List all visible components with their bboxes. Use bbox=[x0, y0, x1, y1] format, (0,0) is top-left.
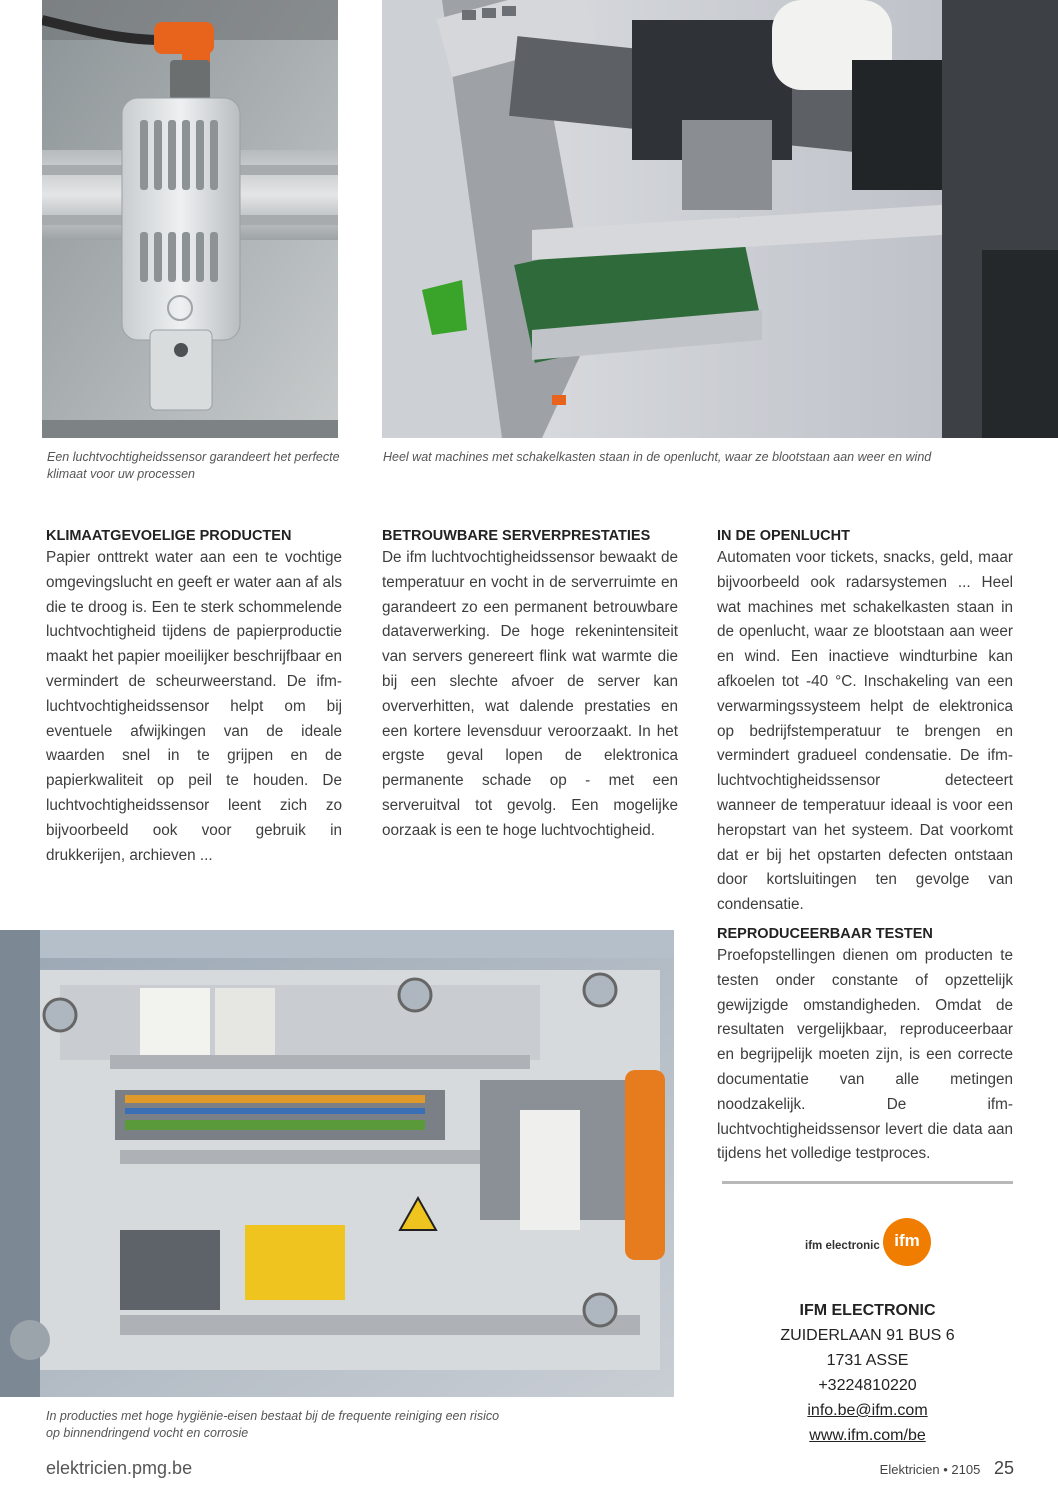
section-body: Automaten voor tickets, snacks, geld, maar bijvoorbeeld ook radarsystemen ... Heel wat machines met schakelkasten staan in de openlucht, waar ze blootstaan aan weer en wind. Een inactieve windturbine kan afkoelen tot -40 °C. Inschakeling van een verwarmingssysteem helpt de elektronica op bedrijfstemperatuur te brengen en vermindert gradueel condensatie. De ifm-luchtvochtigheidssensor detecteert wanneer de temperatuur ideaal is voor een heropstart van het systeem. Dat voorkomt dat er bij het opstarten defecten ontstaan door kortsluitingen ten gevolge van condensatie. bbox=[717, 549, 1013, 914]
company-name: IFM ELECTRONIC bbox=[799, 1302, 936, 1319]
photo-control-cabinet bbox=[0, 930, 674, 1397]
phone-number: +3224810220 bbox=[818, 1377, 917, 1394]
footer-magazine bbox=[880, 1458, 1014, 1479]
section-body: De ifm luchtvochtigheidssensor bewaakt de temperatuur en vocht in de serverruimte en garandeert zo een permanent betrouwbare dataverwerking. De hoge rekenintensiteit van servers genereert flink wat warmte die bij een slechte afvoer de server kan oververhitten, wat dalende prestaties en een kortere levensduur veroorzaakt. In het ergste geval lopen de elektronica permanente schade op - met een serveruitval tot gevolg. Een mogelijke oorzaak is een te hoge luchtvochtigheid. bbox=[382, 549, 678, 839]
section-heading: IN DE OPENLUCHT bbox=[717, 528, 850, 544]
footer-site: elektricien.pmg.be bbox=[46, 1458, 193, 1478]
magazine-issue: Elektricien • 2105 bbox=[879, 1462, 981, 1477]
section-heading: KLIMAATGEVOELIGE PRODUCTEN bbox=[46, 528, 292, 544]
contact-block bbox=[722, 1298, 1013, 1448]
logo-mark bbox=[883, 1218, 931, 1266]
article-section-outdoor bbox=[717, 528, 1013, 918]
photo-machine-drawer bbox=[382, 0, 1058, 438]
ifm-logo bbox=[805, 1218, 935, 1268]
address-street: ZUIDERLAAN 91 BUS 6 bbox=[780, 1327, 955, 1344]
article-section-climate bbox=[46, 528, 342, 868]
address-city: 1731 ASSE bbox=[826, 1352, 909, 1369]
caption-humidity-sensor: Een luchtvochtigheidssensor garandeert het perfecte klimaat voor uw processen bbox=[47, 450, 340, 481]
section-body: Papier onttrekt water aan een te vochtige omgevingslucht en geeft er water aan af als die te droog is. Een te sterk schommelende luchtvochtigheid tijdens de papierproductie maakt het papier moeilijker beschrijfbaar en vermindert de scheurweerstand. De ifm-luchtvochtigheidssensor helpt om bij eventuele afwijkingen van de ideale waarden snel in te grijpen en de papierkwaliteit op peil te houden. De luchtvochtigheidssensor leent zich zo bijvoorbeeld ook voor gebruik in drukkerijen, archieven ... bbox=[46, 549, 342, 864]
caption-control-cabinet: In producties met hoge hygiënie-eisen bestaat bij de frequente reiniging een risico op binnendringend vocht en corrosie bbox=[46, 1409, 500, 1440]
section-heading: BETROUWBARE SERVERPRESTATIES bbox=[382, 528, 651, 544]
photo-humidity-sensor bbox=[42, 0, 338, 438]
article-section-server bbox=[382, 528, 678, 844]
article-section-testing bbox=[717, 926, 1013, 1167]
website-link[interactable]: www.ifm.com/be bbox=[809, 1427, 926, 1444]
section-heading: REPRODUCEERBAAR TESTEN bbox=[717, 926, 933, 942]
logo-mark-text: ifm bbox=[894, 1231, 920, 1250]
caption-machine-drawer: Heel wat machines met schakelkasten staan in de openlucht, waar ze blootstaan aan weer en wind bbox=[383, 450, 932, 464]
page-number: 25 bbox=[993, 1458, 1014, 1478]
section-body: Proefopstellingen dienen om producten te testen onder constante of opzettelijk gewijzigde omstandigheden. Omdat de resultaten vergelijkbaar, reproduceerbaar en begrijpelijk moeten zijn, is een correcte documentatie van alle metingen noodzakelijk. De ifm-luchtvochtigheidssensor levert die data aan tijdens het volledige testproces. bbox=[717, 947, 1013, 1163]
email-link[interactable]: info.be@ifm.com bbox=[807, 1402, 928, 1419]
contact-divider bbox=[722, 1181, 1013, 1184]
logo-text: ifm electronic bbox=[805, 1240, 880, 1252]
